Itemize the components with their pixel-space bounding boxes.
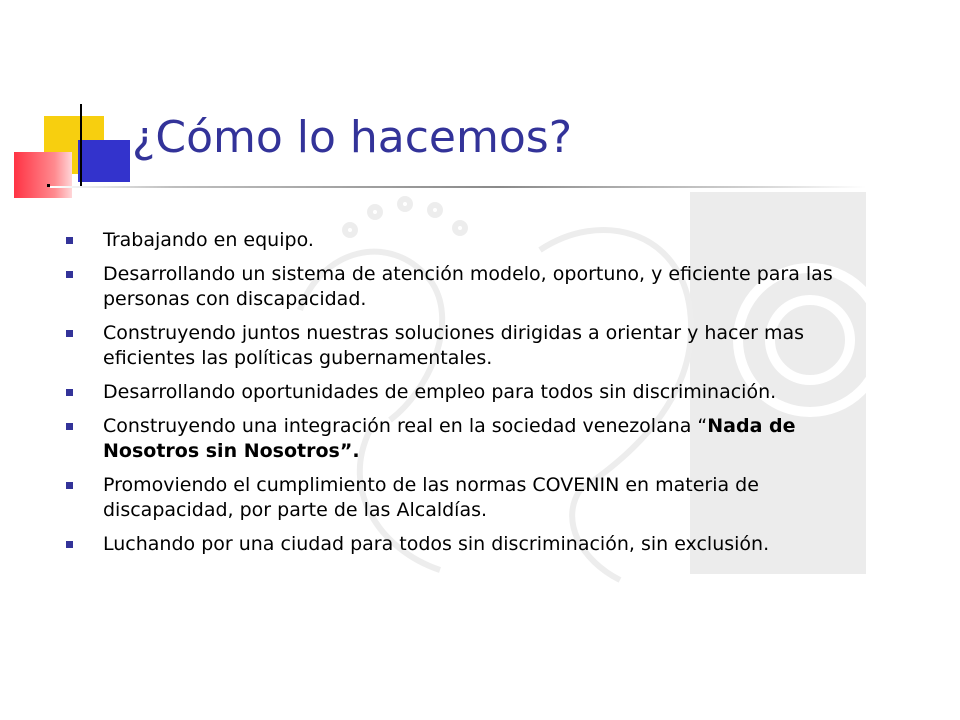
bullet-text: Construyendo una integración real en la sociedad venezolana “ <box>103 415 708 437</box>
logo-blue-square <box>78 140 130 182</box>
bullet-item <box>66 262 856 312</box>
bullet-item <box>66 414 856 464</box>
square-bullet-icon <box>66 237 73 244</box>
title-underline <box>50 186 866 188</box>
bullet-text: Promoviendo el cumplimiento de las normas COVENIN en materia de discapacidad, por parte de las Alcaldías. <box>103 474 759 521</box>
slide-title: ¿Cómo lo hacemos? <box>132 112 573 163</box>
square-bullet-icon <box>66 330 73 337</box>
bullet-text: Luchando por una ciudad para todos sin discriminación, sin exclusión. <box>103 533 770 555</box>
bullet-text: Desarrollando oportunidades de empleo para todos sin discriminación. <box>103 381 777 403</box>
square-bullet-icon <box>66 389 73 396</box>
bullet-item <box>66 321 856 371</box>
square-bullet-icon <box>66 482 73 489</box>
bullet-motto: Nada de Nosotros sin Nosotros”. <box>103 415 796 462</box>
bullet-item <box>66 473 856 523</box>
bullet-text: Desarrollando un sistema de atención modelo, oportuno, y eficiente para las personas con discapacidad. <box>103 263 833 310</box>
square-bullet-icon <box>66 541 73 548</box>
bullet-text: Trabajando en equipo. <box>103 229 314 251</box>
bullet-item <box>66 532 856 557</box>
square-bullet-icon <box>66 423 73 430</box>
bullet-item <box>66 228 856 253</box>
bullet-item <box>66 380 856 405</box>
logo-red-bar <box>14 152 72 198</box>
square-bullet-icon <box>66 271 73 278</box>
bullet-text: Construyendo juntos nuestras soluciones dirigidas a orientar y hacer mas eficientes las políticas gubernamentales. <box>103 322 805 369</box>
logo-vertical-line <box>80 104 82 188</box>
bullet-list <box>66 228 856 566</box>
